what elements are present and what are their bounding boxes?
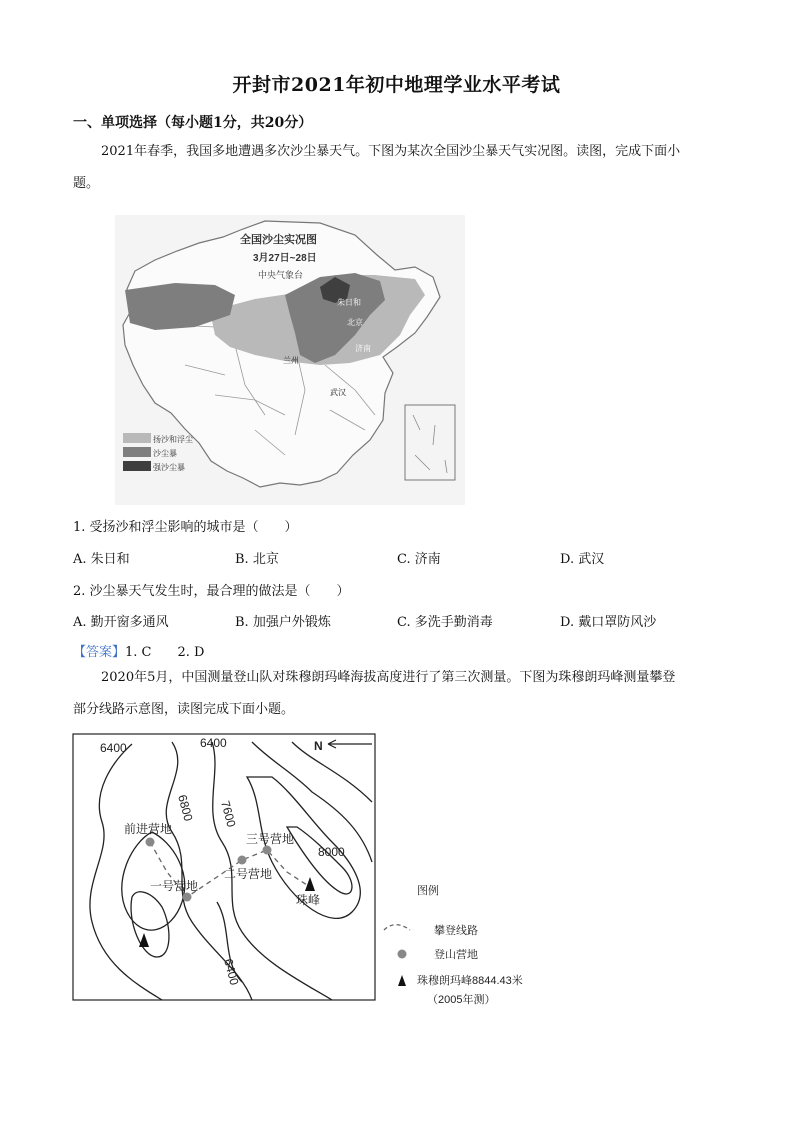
intro-paragraph-2	[73, 662, 723, 726]
q2-option-c: C. 多洗手勤消毒	[397, 615, 493, 630]
camp-marker-advance	[146, 838, 155, 847]
map1-title: 全国沙尘实况图	[240, 234, 317, 246]
q1-option-b: B. 北京	[235, 552, 279, 567]
legend-route-label: 攀登线路	[434, 925, 478, 937]
city-wuhan: 武汉	[330, 388, 346, 397]
q2-option-d: D. 戴口罩防风沙	[560, 615, 657, 630]
camp-label-2: 二号营地	[224, 867, 273, 881]
intro-1-line-2: 题。	[73, 176, 100, 191]
q1-option-a: A. 朱日和	[73, 552, 130, 567]
camp-marker-1	[183, 893, 192, 902]
city-lanzhou: 兰州	[283, 356, 299, 365]
intro-2-line-1: 2020年5月，中国测量登山队对珠穆朗玛峰海拔高度进行了第三次测量。下图为珠穆朗玛峰测量攀登	[101, 670, 676, 685]
answer-tag: 【答案】	[73, 645, 126, 660]
camp-label-3: 三号营地	[246, 832, 295, 846]
map1-source: 中央气象台	[258, 270, 304, 280]
answer-line	[73, 641, 204, 660]
legend-light: 扬沙和浮尘	[153, 435, 193, 444]
intro-paragraph-1	[73, 136, 723, 200]
peak-label: 珠峰	[296, 893, 321, 907]
legend-dark: 强沙尘暴	[153, 463, 185, 472]
legend-camp-icon	[398, 950, 407, 959]
answer-text: 1. C 2. D	[125, 645, 205, 660]
q1-option-c: C. 济南	[397, 552, 441, 567]
camp-label-advance: 前进营地	[124, 822, 173, 836]
intro-1-line-1: 2021年春季，我国多地遭遇多次沙尘暴天气。下图为某次全国沙尘暴天气实况图。读图，完成下面小	[101, 144, 681, 159]
legend-peak-icon	[398, 975, 406, 986]
contour-label-6400-c: 6400	[221, 957, 242, 987]
north-label: N	[314, 739, 323, 753]
contour-label-6400-b: 6400	[200, 736, 227, 750]
legend-route-icon	[384, 925, 410, 930]
section-heading: 一、单项选择（每小题1分，共20分）	[73, 115, 313, 131]
contour-label-7600: 7600	[218, 799, 239, 829]
city-zhurihe: 朱日和	[337, 298, 361, 307]
legend-peak-label: 珠穆朗玛峰8844.43米	[417, 975, 523, 987]
contour-label-6800: 6800	[175, 793, 196, 823]
page-title: 开封市2021年初中地理学业水平考试	[232, 74, 561, 96]
q1-option-d: D. 武汉	[560, 552, 605, 567]
city-jinan: 济南	[355, 344, 371, 353]
dust-storm-map	[115, 215, 465, 505]
map1-date: 3月27日~28日	[253, 253, 317, 264]
q2-option-a: A. 勤开窗多通风	[73, 615, 169, 630]
legend-peak-note: （2005年测）	[427, 994, 496, 1006]
intro-2-line-2: 部分线路示意图，读图完成下面小题。	[73, 702, 295, 717]
q2-option-b: B. 加强户外锻炼	[235, 615, 331, 630]
question-2-stem: 2. 沙尘暴天气发生时，最合理的做法是（ ）	[73, 584, 350, 599]
legend-camp-label: 登山营地	[434, 949, 478, 961]
contour-label-6400-a: 6400	[100, 741, 127, 755]
camp-marker-3	[263, 846, 272, 855]
camp-label-1: 一号营地	[150, 879, 199, 893]
city-beijing: 北京	[347, 318, 363, 327]
legend-title: 图例	[417, 885, 439, 897]
contour-label-8000: 8000	[318, 845, 345, 859]
camp-marker-2	[238, 856, 247, 865]
everest-route-map	[72, 732, 547, 1012]
south-sea-inset	[405, 405, 455, 480]
question-1-stem: 1. 受扬沙和浮尘影响的城市是（ ）	[73, 520, 298, 535]
legend-mid: 沙尘暴	[153, 449, 177, 458]
